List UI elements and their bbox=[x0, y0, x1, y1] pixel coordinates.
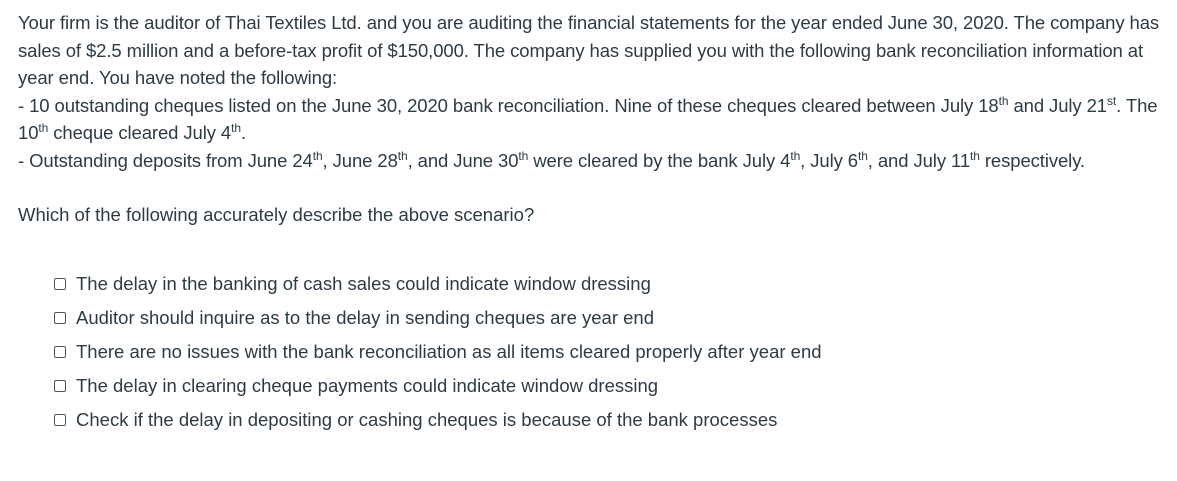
bullet-cheques-text-b: and July 21 bbox=[1008, 94, 1107, 116]
answer-option-label[interactable]: The delay in clearing cheque payments could indicate window dressing bbox=[76, 375, 659, 396]
answer-options bbox=[54, 267, 822, 437]
checkbox[interactable] bbox=[54, 278, 66, 290]
bullet-cheques-text-e: . bbox=[240, 122, 246, 143]
answer-option-1[interactable] bbox=[54, 267, 822, 301]
answer-option-label[interactable]: There are no issues with the bank reconciliation as all items cleared properly after year end bbox=[76, 341, 822, 362]
bullet-deposits-text-b: , June 28 bbox=[322, 149, 398, 171]
ordinal-suffix: th bbox=[518, 148, 529, 163]
ordinal-suffix: th bbox=[397, 148, 408, 163]
checkbox[interactable] bbox=[54, 414, 66, 426]
ordinal-suffix: th bbox=[998, 93, 1009, 108]
answer-option-5[interactable] bbox=[54, 403, 822, 437]
checkbox[interactable] bbox=[54, 380, 66, 392]
ordinal-suffix: th bbox=[857, 148, 868, 163]
bullet-deposits-text-e: , July 6 bbox=[800, 149, 858, 171]
ordinal-suffix: th bbox=[970, 148, 980, 163]
bullet-deposits-text-a: - Outstanding deposits from June 24 bbox=[18, 149, 313, 171]
question-prompt: Which of the following accurately describe the above scenario? bbox=[18, 204, 535, 225]
bullet-cheques-text-c: . The 10 bbox=[18, 94, 1158, 143]
bullet-deposits-text-d: were cleared by the bank July 4 bbox=[528, 149, 791, 171]
checkbox[interactable] bbox=[54, 312, 66, 324]
ordinal-suffix: th bbox=[231, 121, 241, 135]
question-bullet-deposits bbox=[18, 147, 1170, 175]
answer-option-3[interactable] bbox=[54, 335, 822, 369]
answer-option-4[interactable] bbox=[54, 369, 822, 403]
answer-option-2[interactable] bbox=[54, 301, 822, 335]
bullet-cheques-text-d: cheque cleared July 4 bbox=[48, 122, 232, 143]
bullet-deposits-text-g: respectively. bbox=[979, 149, 1086, 171]
answer-option-label[interactable]: Auditor should inquire as to the delay in sending cheques are year end bbox=[76, 307, 654, 328]
ordinal-suffix: th bbox=[38, 121, 49, 135]
bullet-cheques-text-a: - 10 outstanding cheques listed on the June 30, 2020 bank reconciliation. Nine of these cheques cleared between July 18 bbox=[18, 94, 999, 116]
question-text bbox=[18, 9, 1170, 174]
answer-option-label[interactable]: Check if the delay in depositing or cashing cheques is because of the bank processes bbox=[76, 409, 778, 430]
ordinal-suffix: th bbox=[312, 148, 323, 163]
bullet-deposits-text-f: , and July 11 bbox=[867, 149, 971, 171]
ordinal-suffix: th bbox=[790, 148, 801, 163]
ordinal-suffix: st bbox=[1106, 93, 1117, 108]
checkbox[interactable] bbox=[54, 346, 66, 358]
question-intro: Your firm is the auditor of Thai Textiles Ltd. and you are auditing the financial statements for the year ended June 30, 2020. The company has sales of $2.5 million and a before-tax profit of $150,000. The company has supplied you with the following bank reconciliation information at year end. You have noted the following: bbox=[18, 12, 1160, 88]
question-bullet-cheques bbox=[18, 92, 1170, 147]
bullet-deposits-text-c: , and June 30 bbox=[407, 149, 519, 171]
answer-option-label[interactable]: The delay in the banking of cash sales could indicate window dressing bbox=[76, 273, 651, 294]
